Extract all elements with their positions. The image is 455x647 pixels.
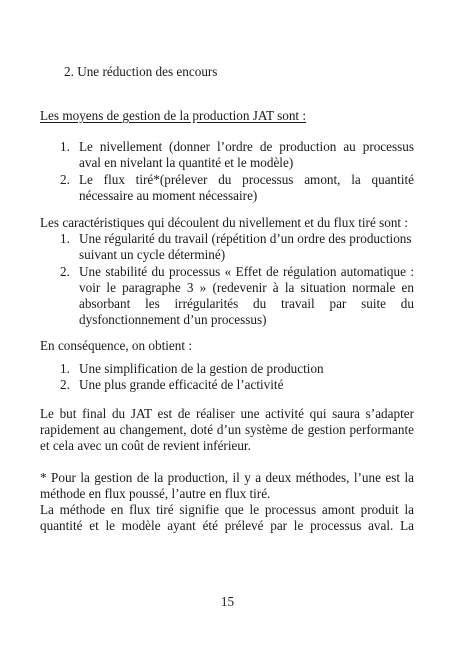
list-number: 1. (60, 139, 70, 154)
list-item-line: absorbant les irrégularités du travail par suite du (79, 296, 414, 311)
paragraph-line: Le but final du JAT est de réaliser une activité qui saura s’adapter (40, 406, 414, 421)
list-number: 1. (60, 231, 70, 246)
list-number: 2. (60, 264, 70, 279)
paragraph-line: * Pour la gestion de la production, il y a deux méthodes, l’une est la (40, 470, 414, 485)
list-number: 1. (60, 361, 70, 376)
list-number: 2. (60, 377, 70, 392)
paragraph-line: La méthode en flux tiré signifie que le processus amont produit la (40, 502, 414, 517)
paragraph-line: rapidement au changement, doté d’un système de gestion performante (40, 422, 414, 437)
list-item-line: voir le paragraphe 3 » (redevenir à la situation normale en (79, 280, 414, 295)
moyens-heading: Les moyens de gestion de la production JAT sont : (40, 108, 307, 123)
paragraph-line: quantité et le modèle ayant été prélevé par le processus aval. La (40, 518, 414, 533)
list-item: Une plus grande efficacité de l’activité (79, 377, 284, 392)
list-number: 2. (60, 172, 70, 187)
list-item-line: suivant un cycle déterminé) (79, 247, 226, 262)
list-item-line: Le flux tiré*(prélever du processus amont, la quantité (79, 172, 414, 187)
list-item-line: Une régularité du travail (répétition d’un ordre des productions (79, 231, 412, 246)
list-item-line: Le nivellement (donner l’ordre de production au processus (79, 139, 414, 154)
list-item-line: dysfonctionnement d’un processus) (79, 312, 267, 327)
paragraph-line: et cela avec un coût de revient inférieur. (40, 438, 251, 453)
list-item-line: nécessaire au moment nécessaire) (79, 188, 258, 203)
list-item-line: Une stabilité du processus « Effet de régulation automatique : (79, 264, 414, 279)
consequence-heading: En conséquence, on obtient : (40, 338, 192, 353)
list-item: Une simplification de la gestion de production (79, 361, 324, 376)
list-item-line: aval en nivelant la quantité et le modèle) (79, 155, 294, 170)
page-number: 15 (220, 594, 235, 609)
list-item-reduction-encours: 2. Une réduction des encours (64, 64, 218, 79)
caracteristiques-heading: Les caractéristiques qui découlent du nivellement et du flux tiré sont : (40, 215, 409, 230)
paragraph-line: méthode en flux poussé, l’autre en flux tiré. (40, 486, 271, 501)
